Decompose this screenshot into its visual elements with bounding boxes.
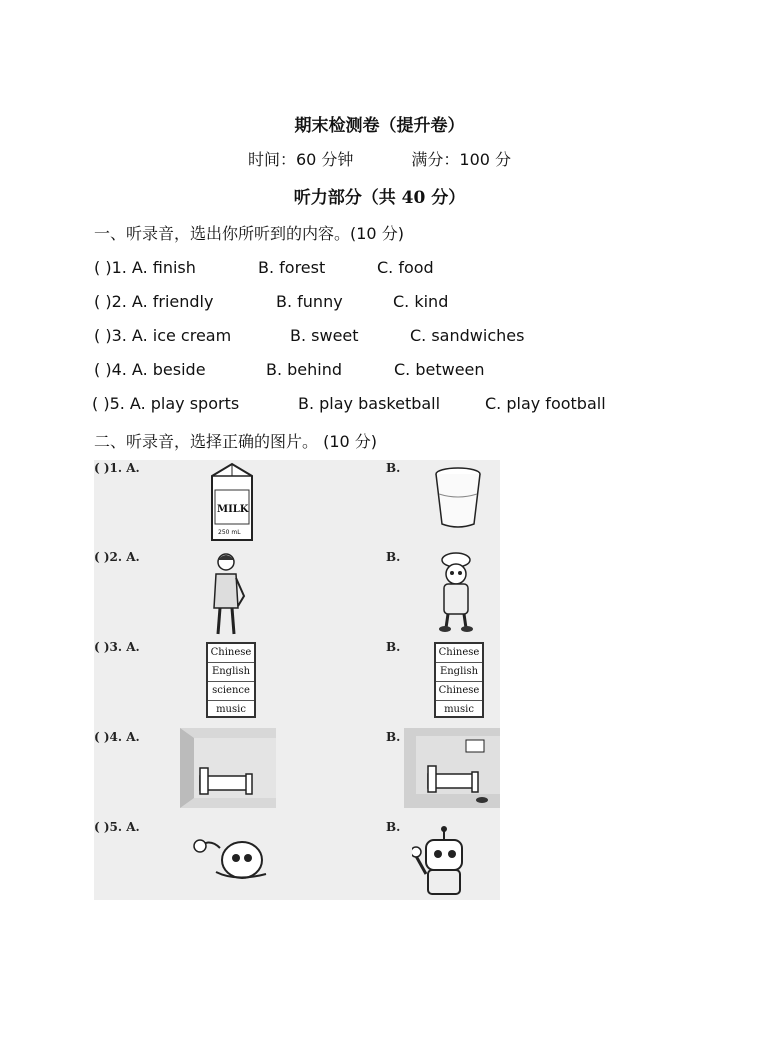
item2-b-label: B. — [386, 550, 401, 564]
subject-list-b[interactable] — [434, 642, 484, 718]
milk-carton-icon[interactable] — [206, 462, 258, 542]
part-title: 听力部分（共 40 分） — [293, 188, 466, 208]
item1-b-label: B. — [386, 461, 401, 475]
q1-option-a[interactable]: ( )1. A. finish — [94, 258, 196, 277]
glass-of-water-icon[interactable] — [432, 466, 484, 532]
exam-meta — [0, 147, 759, 170]
bedroom-b-icon[interactable] — [404, 728, 500, 808]
question-row — [94, 326, 694, 348]
milk-volume-text: 250 mL — [218, 529, 241, 536]
page-title: 期末检测卷（提升卷） — [294, 116, 465, 136]
subject-b4: music — [444, 704, 474, 715]
subject-a3: science — [208, 682, 254, 701]
bedroom-a-icon[interactable] — [180, 728, 276, 808]
section1-heading: 一、听录音，选出你所听到的内容。(10 分) — [94, 224, 404, 243]
q2-option-c[interactable]: C. kind — [393, 292, 449, 311]
q2-option-a[interactable]: ( )2. A. friendly — [94, 292, 214, 311]
q3-option-c[interactable]: C. sandwiches — [410, 326, 525, 345]
q1-option-c[interactable]: C. food — [377, 258, 434, 277]
subject-b2: English — [436, 663, 482, 682]
subject-b3: Chinese — [436, 682, 482, 701]
old-man-icon[interactable] — [434, 552, 480, 632]
subject-a2: English — [208, 663, 254, 682]
tall-man-icon[interactable] — [208, 550, 248, 636]
question-row — [92, 394, 712, 416]
robot-playing-icon[interactable] — [186, 832, 276, 884]
milk-text: MILK — [217, 504, 249, 515]
question-row — [94, 258, 694, 280]
item4-b-label: B. — [386, 730, 401, 744]
q3-option-b[interactable]: B. sweet — [290, 326, 359, 345]
item1-label: ( )1. A. — [94, 461, 140, 475]
question-row — [94, 360, 694, 382]
item5-b-label: B. — [386, 820, 401, 834]
q4-option-c[interactable]: C. between — [394, 360, 485, 379]
item2-label: ( )2. A. — [94, 550, 140, 564]
q1-option-b[interactable]: B. forest — [258, 258, 326, 277]
robot-waving-icon[interactable] — [412, 826, 474, 900]
q2-option-b[interactable]: B. funny — [276, 292, 343, 311]
full-score: 满分：100 分 — [411, 150, 512, 169]
q4-option-a[interactable]: ( )4. A. beside — [94, 360, 206, 379]
subject-list-a[interactable] — [206, 642, 256, 718]
item3-label: ( )3. A. — [94, 640, 140, 654]
scanned-picture-panel — [94, 460, 500, 900]
item4-label: ( )4. A. — [94, 730, 140, 744]
subject-a4: music — [216, 704, 246, 715]
q3-option-a[interactable]: ( )3. A. ice cream — [94, 326, 232, 345]
q5-option-c[interactable]: C. play football — [485, 394, 606, 413]
q5-option-b[interactable]: B. play basketball — [298, 394, 441, 413]
question-row — [94, 292, 694, 314]
time-limit: 时间：60 分钟 — [247, 150, 354, 169]
subject-b1: Chinese — [436, 644, 482, 663]
q5-option-a[interactable]: ( )5. A. play sports — [92, 394, 240, 413]
subject-a1: Chinese — [208, 644, 254, 663]
q4-option-b[interactable]: B. behind — [266, 360, 343, 379]
section2-heading: 二、听录音，选择正确的图片。 (10 分) — [94, 432, 378, 451]
item3-b-label: B. — [386, 640, 401, 654]
item5-label: ( )5. A. — [94, 820, 140, 834]
